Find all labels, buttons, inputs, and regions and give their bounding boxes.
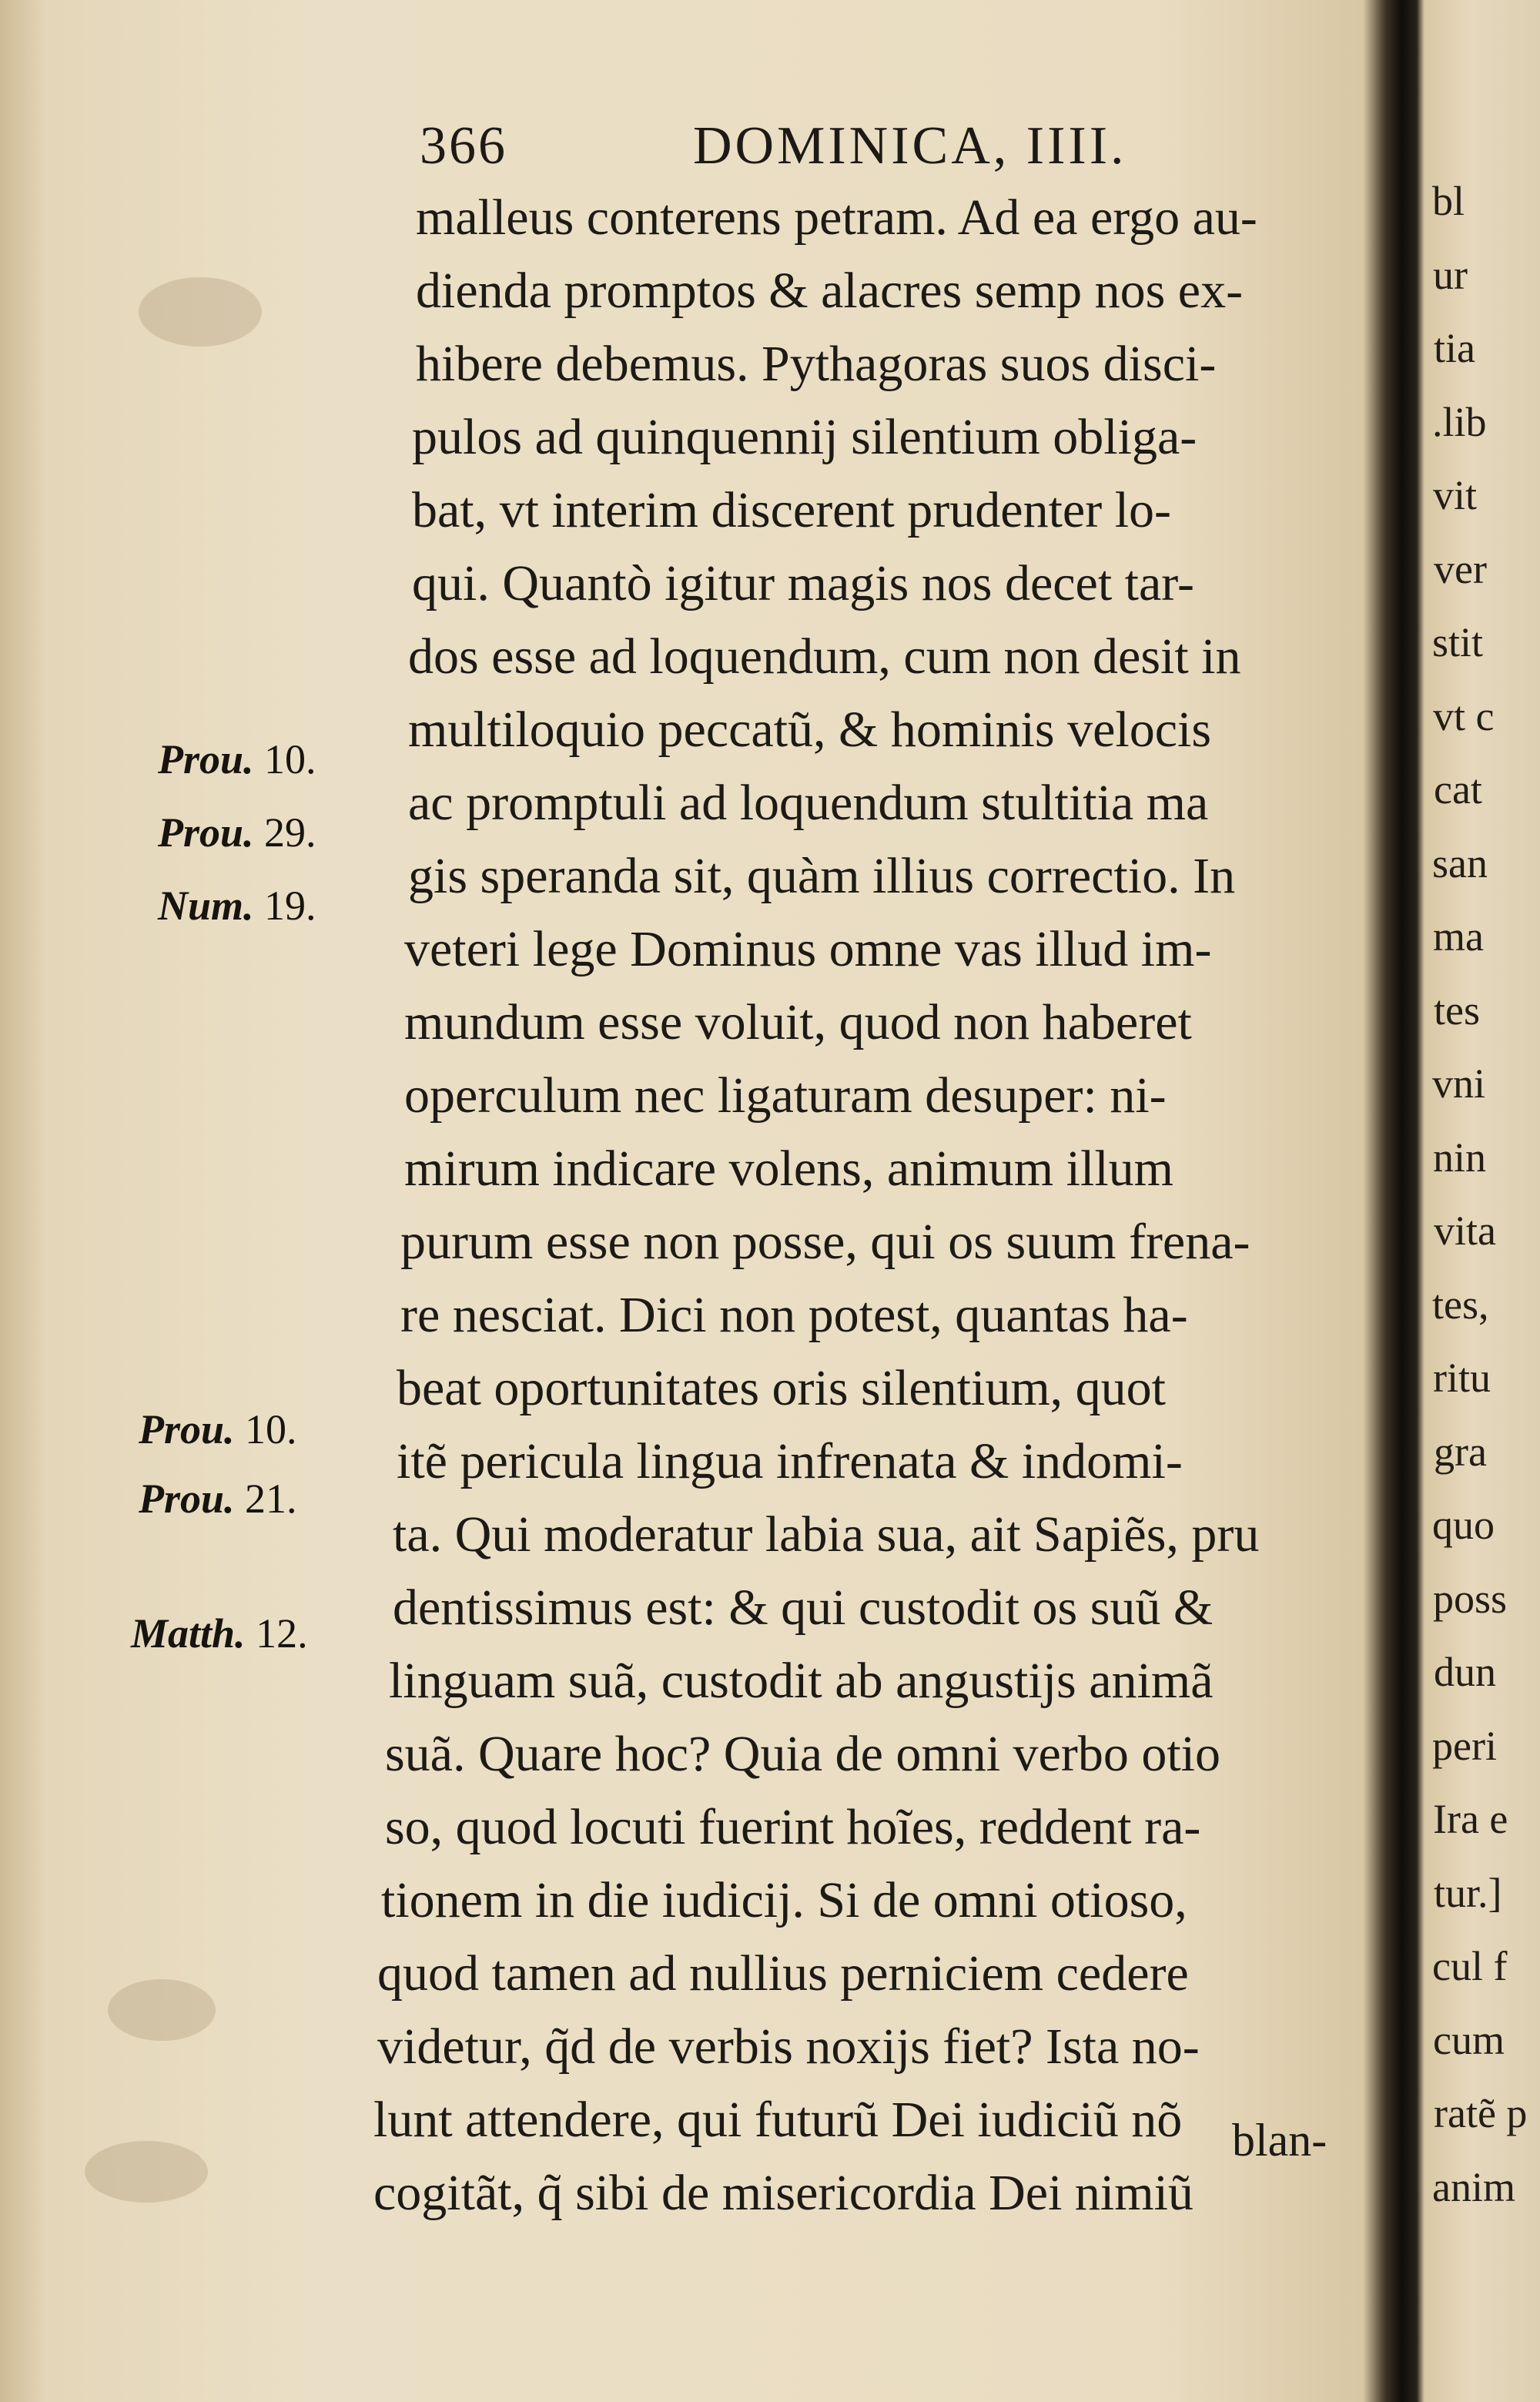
facing-page-fragment: poss <box>1433 1575 1508 1622</box>
text-line: purum esse non posse, qui os suum frena- <box>400 1214 1250 1270</box>
marginal-note <box>139 1475 297 1523</box>
text-line: mirum indicare volens, animum illum <box>404 1141 1173 1197</box>
marginal-note-number: 12. <box>256 1610 308 1657</box>
facing-page-fragment: anim <box>1432 2163 1515 2210</box>
text-line: gis speranda sit, quàm illius correctio. In <box>408 848 1236 904</box>
paper-stain <box>108 1979 216 2041</box>
text-line: tionem in die iudicij. Si de omni otioso, <box>381 1872 1187 1928</box>
text-line: re nesciat. Dici non potest, quantas ha- <box>400 1287 1188 1343</box>
marginal-note-book: Num. <box>158 883 254 929</box>
facing-page-fragment: ritu <box>1433 1355 1491 1401</box>
facing-page-fragment: bl <box>1432 178 1465 224</box>
facing-page-fragment: stit <box>1432 619 1484 665</box>
facing-page <box>1424 0 1540 2402</box>
text-line: pulos ad quinquennij silentium obliga- <box>412 409 1197 465</box>
book-gutter <box>1363 0 1424 2402</box>
text-line: cogitãt, q̃ sibi de misericordia Dei nimiũ <box>373 2165 1194 2221</box>
text-line: quod tamen ad nullius perniciem cedere <box>377 1945 1189 2002</box>
text-line: beat oportunitates oris silentium, quot <box>397 1360 1167 1416</box>
facing-page-fragment: .lib <box>1432 398 1487 445</box>
facing-page-fragment: quo <box>1432 1502 1495 1548</box>
facing-page-fragment: ratẽ p <box>1434 2090 1528 2136</box>
marginal-note-number: 29. <box>264 809 316 856</box>
text-line: lunt attendere, qui futurũ Dei iudiciũ nõ <box>373 2092 1183 2148</box>
marginal-note-number: 19. <box>264 883 316 929</box>
facing-page-fragment: ur <box>1433 251 1468 298</box>
marginal-note-book: Matth. <box>131 1610 246 1657</box>
marginal-note-number: 10. <box>245 1406 297 1452</box>
text-line: ac promptuli ad loquendum stultitia ma <box>408 775 1209 831</box>
facing-page-fragment: ver <box>1434 545 1487 592</box>
paper-stain <box>85 2141 208 2203</box>
marginal-note <box>158 735 316 783</box>
facing-page-fragment: tia <box>1434 325 1475 371</box>
marginal-note <box>139 1405 297 1453</box>
facing-page-fragment: vit <box>1433 472 1478 518</box>
text-line: qui. Quantò igitur magis nos decet tar- <box>412 555 1194 611</box>
facing-page-fragment: vt c <box>1433 692 1495 739</box>
text-line: suã. Quare hoc? Quia de omni verbo otio <box>385 1726 1221 1782</box>
text-line: bat, vt interim discerent prudenter lo- <box>412 482 1172 538</box>
catchword: blan- <box>1232 2115 1327 2166</box>
marginal-note-number: 21. <box>245 1476 297 1522</box>
facing-page-fragment: tur.] <box>1434 1869 1502 1916</box>
text-line: linguam suã, custodit ab angustijs animã <box>389 1653 1214 1709</box>
facing-page-fragment: cul f <box>1432 1943 1508 1989</box>
paper-stain <box>139 277 262 347</box>
facing-page-fragment: san <box>1432 839 1488 886</box>
text-line: dienda promptos & alacres semp nos ex- <box>416 263 1244 319</box>
marginal-note <box>131 1610 308 1657</box>
running-title: DOMINICA, IIII. <box>693 116 1127 176</box>
text-line: ta. Qui moderatur labia sua, ait Sapiẽs, pru <box>393 1506 1260 1563</box>
facing-page-fragment: ma <box>1433 913 1484 960</box>
text-line: operculum nec ligaturam desuper: ni- <box>404 1067 1167 1124</box>
facing-page-fragment: tes, <box>1432 1281 1489 1328</box>
text-line: dos esse ad loquendum, cum non desit in <box>408 628 1241 685</box>
text-line: multiloquio peccatũ, & hominis velocis <box>408 702 1212 758</box>
marginal-note <box>158 809 316 856</box>
text-line: dentissimus est: & qui custodit os suũ & <box>393 1580 1214 1636</box>
marginal-note-number: 10. <box>264 736 316 782</box>
text-line: videtur, q̃d de verbis noxijs fiet? Ista no- <box>377 2018 1200 2075</box>
page-number: 366 <box>420 116 507 176</box>
text-line: veteri lege Dominus omne vas illud im- <box>404 921 1212 977</box>
marginal-note-book: Prou. <box>139 1476 235 1522</box>
facing-page-fragment: cum <box>1433 2016 1505 2063</box>
marginal-note-book: Prou. <box>158 809 254 856</box>
marginal-note-book: Prou. <box>158 736 254 782</box>
text-line: mundum esse voluit, quod non haberet <box>404 994 1192 1050</box>
text-line: itẽ pericula lingua infrenata & indomi- <box>397 1433 1183 1489</box>
facing-page-fragment: nin <box>1433 1134 1487 1181</box>
facing-page-fragment: gra <box>1434 1428 1487 1475</box>
marginal-note <box>158 882 316 930</box>
facing-page-fragment: vni <box>1432 1060 1486 1107</box>
facing-page-fragment: cat <box>1434 766 1482 812</box>
text-line: malleus conterens petram. Ad ea ergo au- <box>416 189 1257 246</box>
facing-page-fragment: tes <box>1434 987 1480 1033</box>
marginal-note-book: Prou. <box>139 1406 235 1452</box>
text-line: so, quod locuti fuerint hoĩes, reddent ra- <box>385 1799 1201 1855</box>
text-line: hibere debemus. Pythagoras suos disci- <box>416 336 1217 392</box>
facing-page-fragment: peri <box>1432 1722 1497 1769</box>
facing-page-fragment: Ira e <box>1433 1796 1508 1842</box>
running-header <box>420 116 1344 185</box>
facing-page-fragment: dun <box>1434 1649 1496 1695</box>
facing-page-fragment: vita <box>1434 1208 1496 1254</box>
